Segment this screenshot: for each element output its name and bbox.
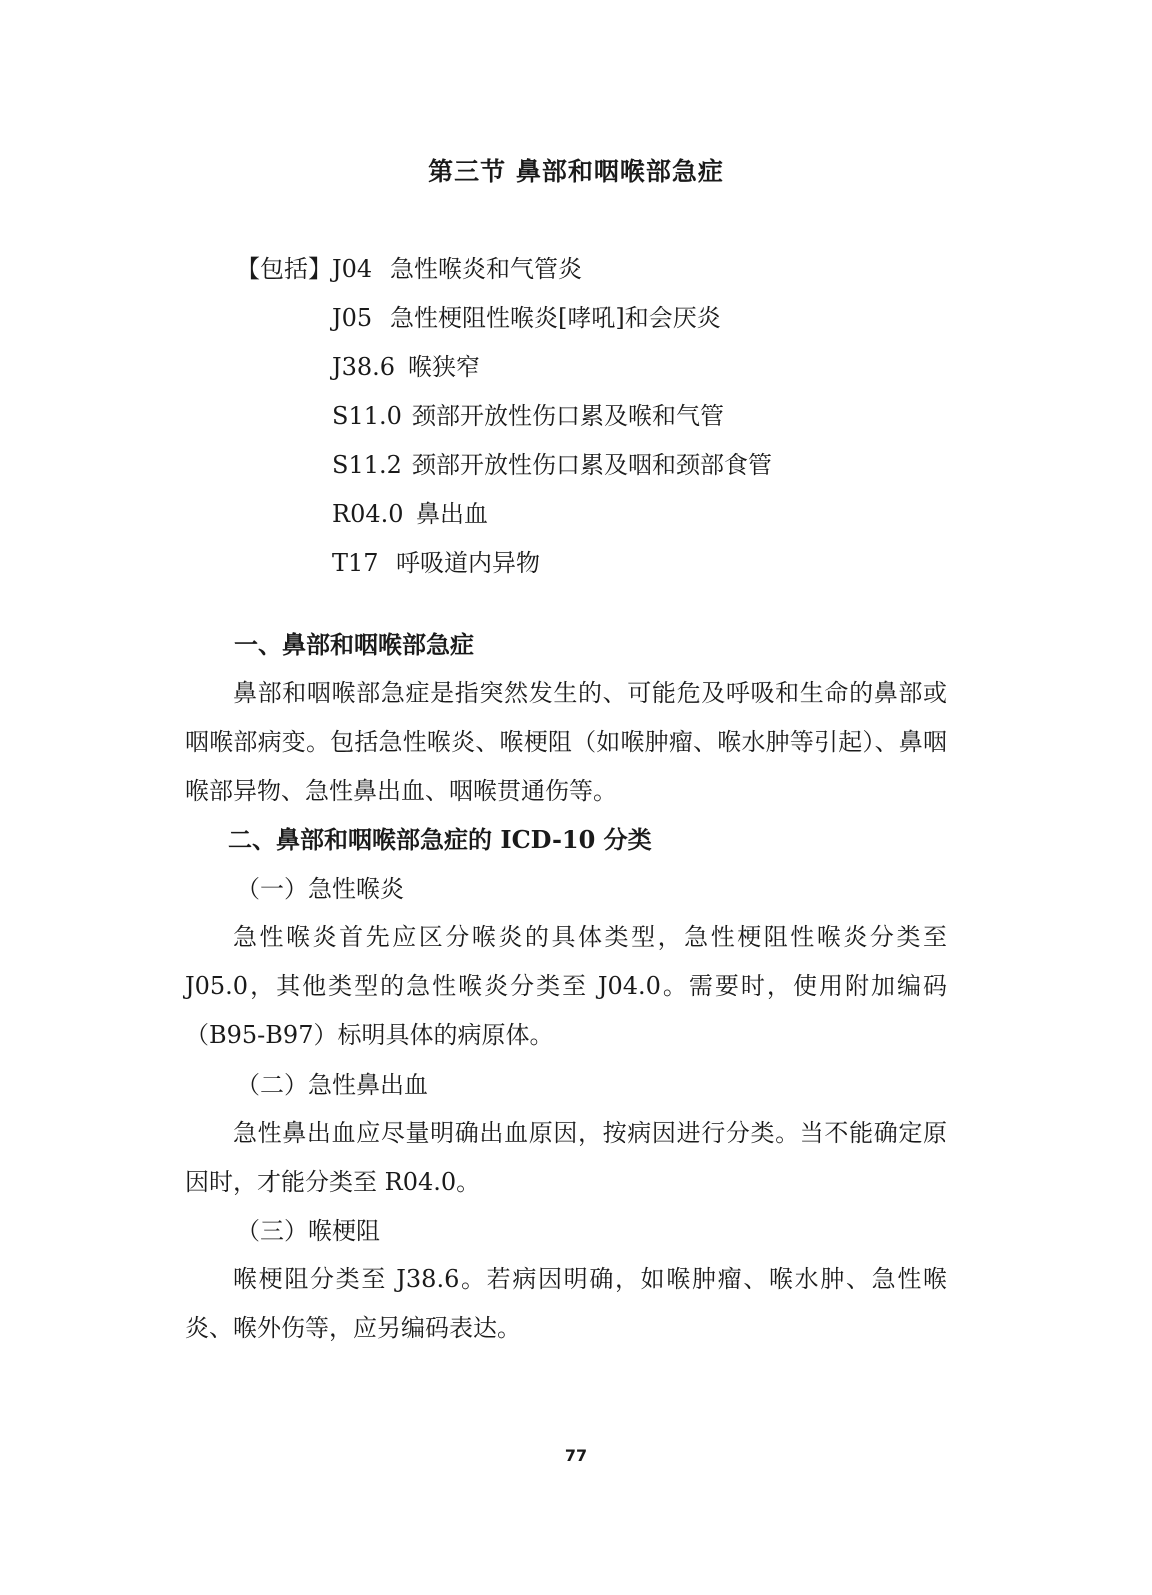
paragraph-1: 鼻部和咽喉部急症是指突然发生的、可能危及呼吸和生命的鼻部或咽喉部病变。包括急性喉炎、喉梗阻（如喉肿瘤、喉水肿等引起）、鼻咽喉部异物、急性鼻出血、咽喉贯通伤等。 [185, 679, 947, 805]
include-item [332, 548, 540, 578]
include-code: J05 [332, 304, 373, 332]
paragraph-2: 急性喉炎首先应区分喉炎的具体类型，急性梗阻性喉炎分类至 J05.0，其他类型的急性喉炎分类至 J04.0。需要时，使用附加编码（B95-B97）标明具体的病原体。 [185, 923, 947, 1049]
include-item [332, 352, 480, 382]
include-item [332, 450, 772, 480]
include-item [332, 254, 582, 284]
include-desc: 急性梗阻性喉炎[哮吼]和会厌炎 [390, 304, 721, 332]
heading-2: 二、鼻部和咽喉部急症的 ICD-10 分类 [228, 825, 652, 854]
paragraph-3: 急性鼻出血应尽量明确出血原因，按病因进行分类。当不能确定原因时，才能分类至 R04.0。 [185, 1119, 947, 1196]
include-code: T17 [332, 549, 379, 577]
include-desc: 急性喉炎和气管炎 [390, 255, 582, 283]
include-code: S11.2 [332, 451, 402, 479]
section-title: 第三节 鼻部和咽喉部急症 [428, 157, 724, 186]
include-desc: 呼吸道内异物 [396, 549, 540, 577]
subheading-1: （一）急性喉炎 [236, 875, 404, 903]
include-code: J38.6 [332, 353, 396, 381]
include-item [332, 499, 488, 529]
include-item [332, 303, 721, 333]
include-code: S11.0 [332, 402, 402, 430]
heading-1: 一、鼻部和咽喉部急症 [234, 630, 474, 659]
paragraph-4: 喉梗阻分类至 J38.6。若病因明确，如喉肿瘤、喉水肿、急性喉炎、喉外伤等，应另编码表达。 [185, 1265, 947, 1342]
include-code: J04 [332, 255, 373, 283]
include-code: R04.0 [332, 500, 404, 528]
include-desc: 鼻出血 [416, 500, 488, 528]
include-desc: 喉狭窄 [408, 353, 480, 381]
include-item [332, 401, 724, 431]
include-desc: 颈部开放性伤口累及喉和气管 [412, 402, 724, 430]
includes-label: 【包括】 [236, 255, 332, 283]
page-number: 77 [564, 1446, 588, 1465]
subheading-3: （三）喉梗阻 [236, 1217, 380, 1245]
subheading-2: （二）急性鼻出血 [236, 1071, 428, 1099]
include-desc: 颈部开放性伤口累及咽和颈部食管 [412, 451, 772, 479]
